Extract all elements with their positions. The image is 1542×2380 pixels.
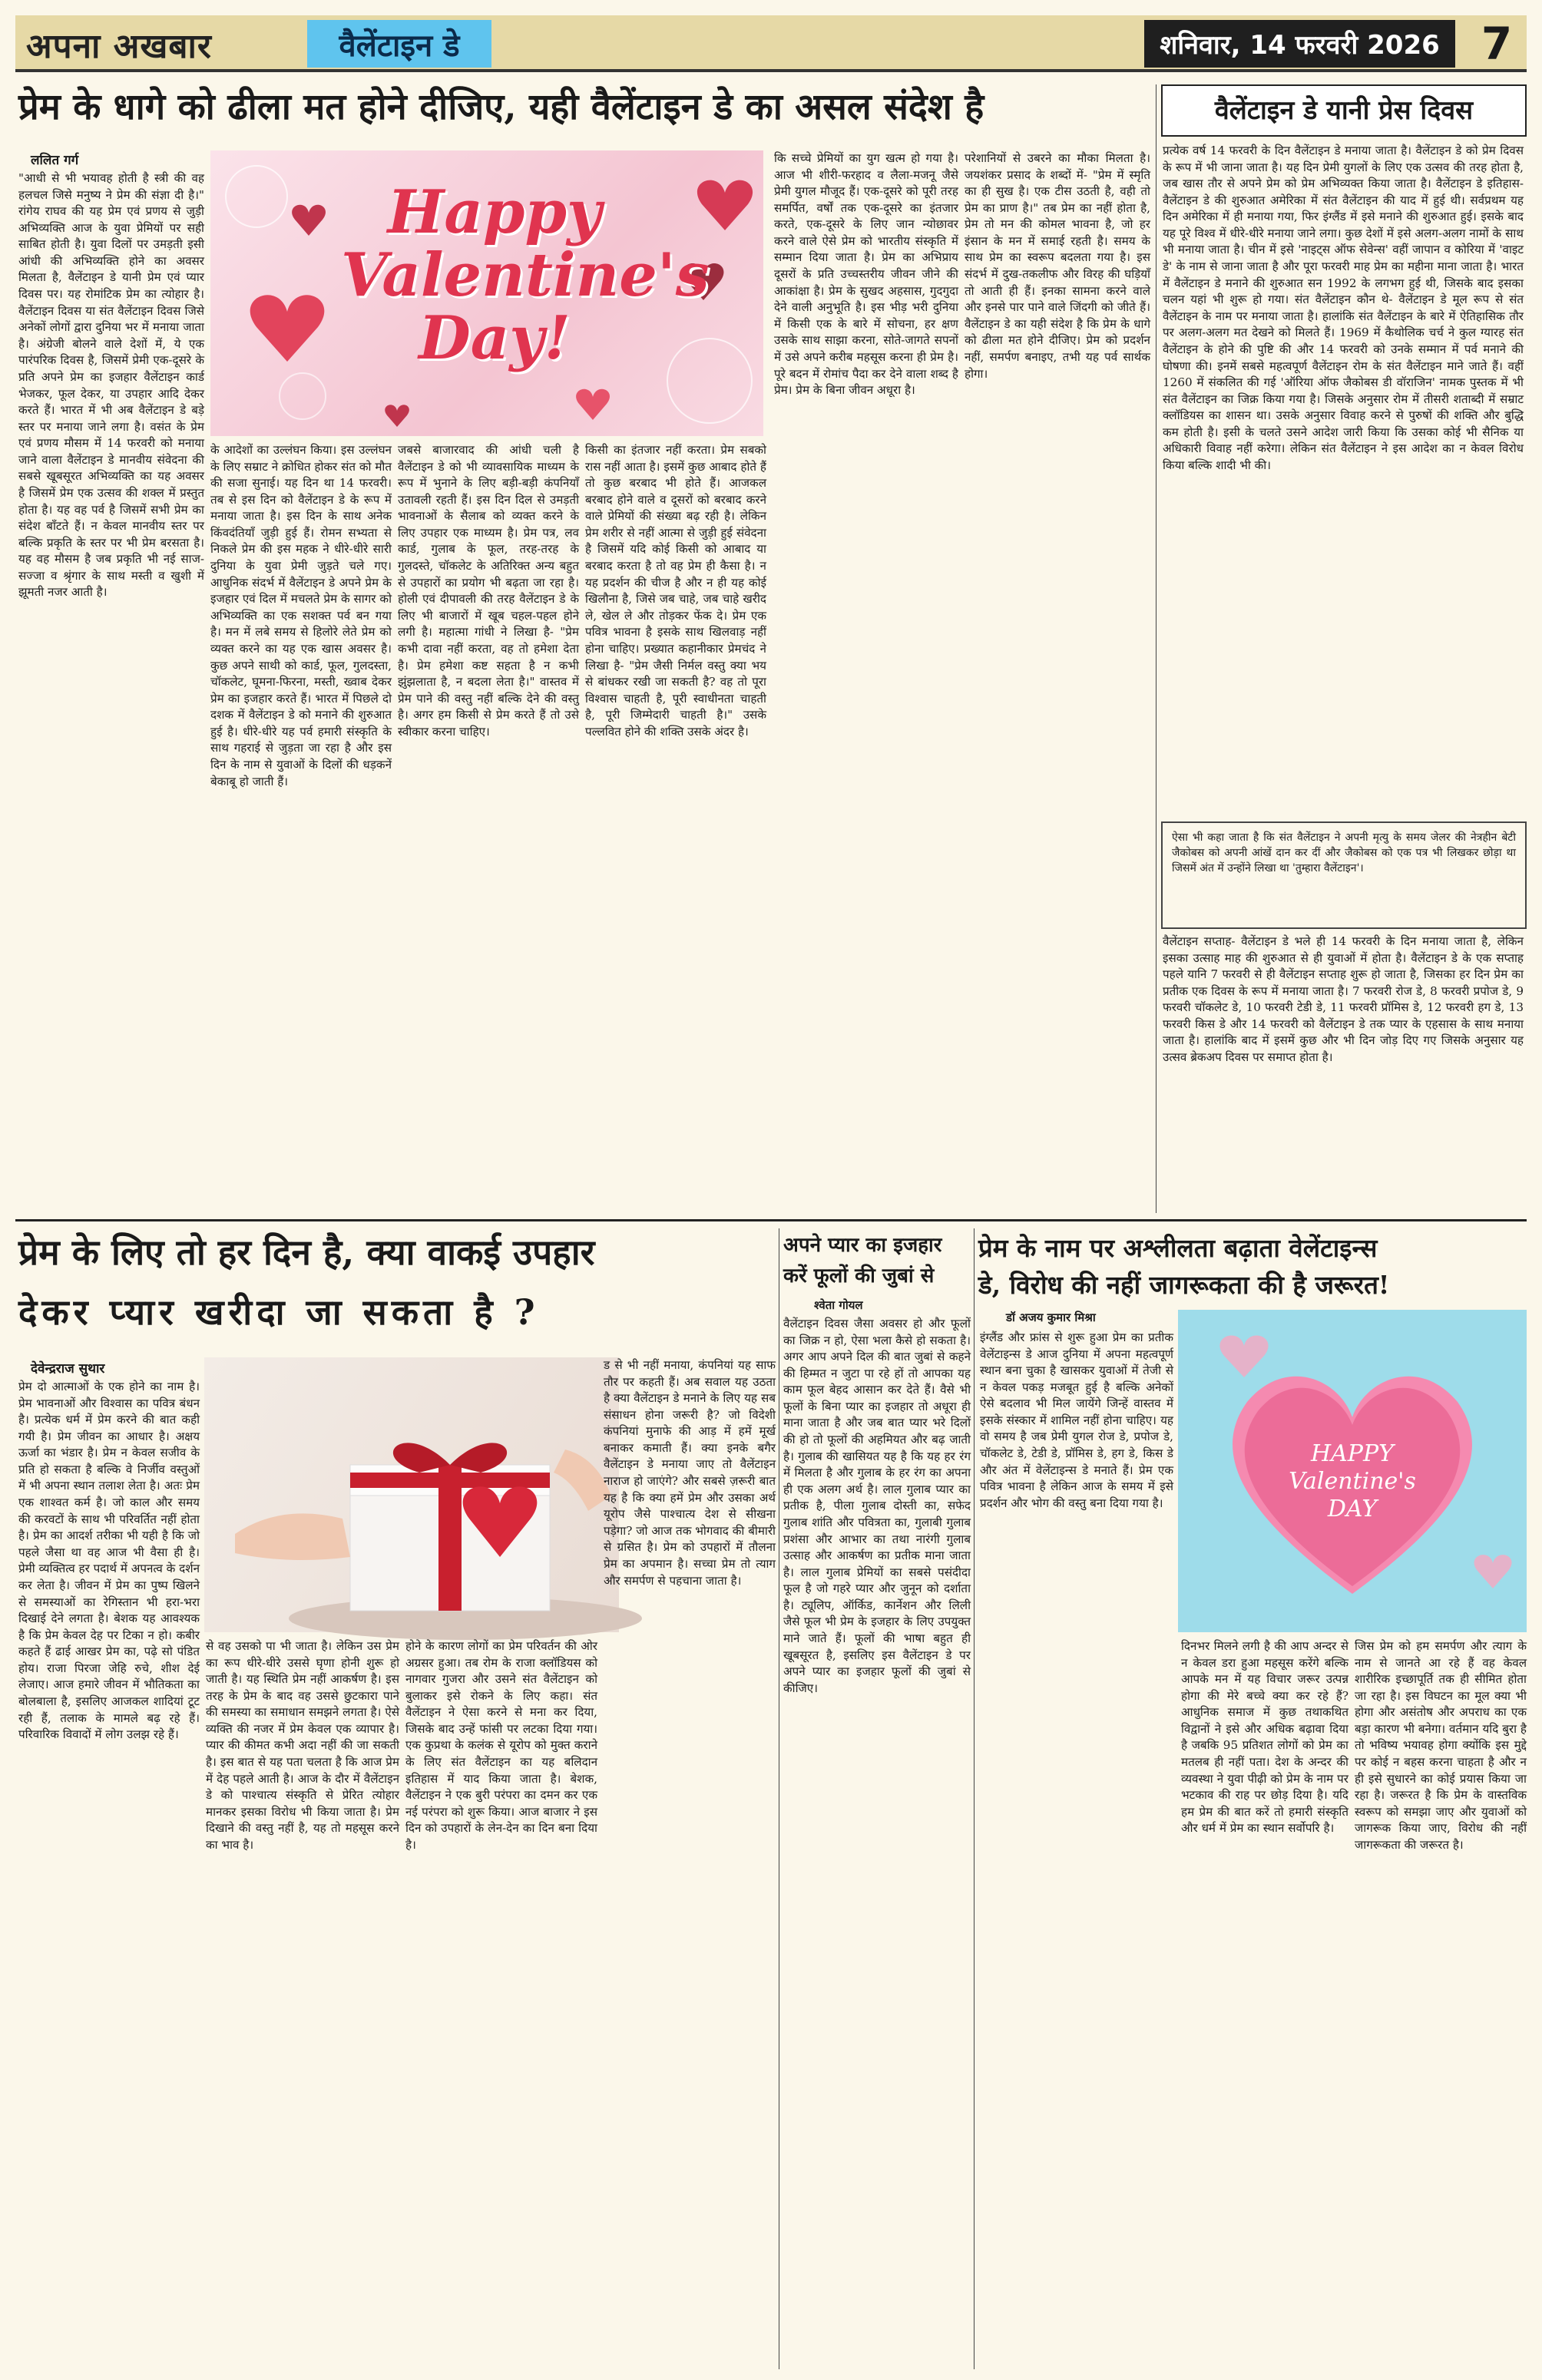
sidebar-text-2: वैलेंटाइन सप्ताह- वैलेंटाइन डे भले ही 14 फरवरी के दिन मनाया जाता है, लेकिन इसका उत्साह माह की शुरुआत से ही युवाओं में होता है। वैलेंटाइन डे के एक सप्ताह पहले यानि 7 फरवरी से ही वैलेंटाइन सप्ताह शुरू हो जाता है, जिसका हर दिन प्रेम का प्रतीक एक दिवस के रूप में मनाया जाता है। 7 फरवरी रोज डे, 8 फरवरी प्रपोज डे, 9 फरवरी चॉकलेट डे, 10 फरवरी टेडी डे, 11 फरवरी प्रॉमिस डे, 12 फरवरी हग डे, 13 फरवरी किस डे और 14 फरवरी को वैलेंटाइन डे तक प्यार के एहसास के साथ मनाया जाता है। हालांकि बाद में इसमें कुछ और भी दिन जोड़ दिए गए जिसके अनुसार यह उत्सव ब्रेकअप दिवस पर समाप्त होता है। — [1163, 934, 1524, 1065]
section-divider — [15, 1219, 1527, 1221]
image-greeting: Happy Valentine's Day! — [341, 177, 710, 373]
story2-col1: प्रेम दो आत्माओं के एक होने का नाम है। प्रेम भावनाओं और विश्वास का पवित्र बंधन है। प्रत्येक धर्म में प्रेम करने की बात कही गयी है। प्रेम जीवन का आधार है। अक्षय ऊर्जा का भंडार है। प्रेम न केवल सजीव के प्रति हो सकता है बल्कि वे निर्जीव वस्तुओं में भी अपना स्थान तलाश लेता है। अतः प्रेम एक शाश्वत कर्म है। जो काल और समय की करवटों के साथ भी परिवर्तित नहीं होता है। प्रेम का आदर्श तरीका भी यही है कि जो पहले जैसा था वह आज भी वैसा ही है। प्रेमी व्यक्तित्व हर पदार्थ में अपनत्व के दर्शन कर लेता है। जीवन में प्रेम का पुष्प खिलने से समस्याओं का रेगिस्तान भी हरा-भरा दिखाई देने लगता है। बेशक यह आवश्यक है कि प्रेम केवल देह पर टिका न हो। कबीर कहते हैं ढाई आखर प्रेम का, पढ़े सो पंडित होय। राजा पिरजा जेहि रुचे, शीश देई लेजाए। आज हमारे जीवन में भौतिकता का बोलबाला है, इसलिए आजकल शादियां टूट रही हैं, तलाक के मामले बढ़ रहे हैं। परिवारिक विवादों में लोग उलझ रहे हैं। — [18, 1380, 200, 1742]
story1-col3: जबसे बाजारवाद की आंधी चली है वैलेंटाइन डे को भी व्यावसायिक माध्यम के रूप में भुनाने के लिए बड़ी-बड़ी कंपनियाँ उतावली रहती हैं। इस दिन दिल से उमड़ती भावनाओं के सैलाब को व्यक्त करने के लिए उपहार एक माध्यम है। प्रेम पत्र, लव कार्ड, गुलाब के फूल, तरह-तरह के गुलदस्ते, चॉकलेट के अतिरिक्त अन्य बहुत से उपहारों का प्रयोग भी बढ़ता जा रहा है। होली एवं दीपावली की तरह वैलेंटाइन डे के लिए भी बाजारों में खूब चहल-पहल होने लगी है। महात्मा गांधी ने लिखा है- "प्रेम कभी दावा नहीं करता, वह तो हमेशा देता है। प्रेम हमेशा कष्ट सहता है न कभी झुंझलाता है, न बदला लेता है।" वास्तव में प्रेम पाने की वस्तु नहीं बल्कि देने की वस्तु है। अगर हम किसी से प्रेम करते हैं तो उसे स्वीकार करना चाहिए। — [398, 443, 579, 739]
column-rule — [974, 1228, 975, 2369]
story1-col2: के आदेशों का उल्लंघन किया। इस उल्लंघन के लिए सम्राट ने क्रोधित होकर संत को मौत की सजा सुनाई। यह दिन था 14 फरवरी। तब से इस दिन को वैलेंटाइन डे के रूप में मनाया जाता है। इस दिन के साथ अनेक किंवदंतियाँ जुड़ी हुई हैं। रोमन सभ्यता से निकले प्रेम की इस महक ने धीरे-धीरे सारी दुनिया के युवा प्रेमी जुड़ते चले गए। आधुनिक संदर्भ में वैलेंटाइन डे अपने प्रेम के इजहार एवं दिल में मचलते प्रेम के सागर को अभिव्यक्ति का एक सशक्त पर्व बन गया है। मन में लबे समय से हिलोरे लेते प्रेम को व्यक्त करने का यह एक खास अवसर है। कुछ अपने साथी को कार्ड, फूल, गुलदस्ता, चॉकलेट, घूमना-फिरना, मस्ती, ख्वाब देकर प्रेम का इजहार करते हैं। भारत में पिछले दो दशक में वैलेंटाइन डे को मनाने की शुरुआत हुई है। धीरे-धीरे यह पर्व हमारी संस्कृति के साथ गहराई से जुड़ता जा रहा है और इस दिन के नाम से युवाओं के दिलों की धड़कनें बेकाबू हो जाती हैं। — [210, 443, 392, 788]
story3-byline: श्वेता गोयल — [814, 1298, 863, 1312]
story2-col3: होने के कारण लोगों का प्रेम परिवर्तन की ओर अग्रसर हुआ। तब रोम के राजा क्लॉडियस को नागवार गुजरा और उसने संत वैलेंटाइन को बुलाकर इसे रोकने के लिए कहा। संत वैलेंटाइन ने ऐसा करने से मना कर दिया, जिसके बाद उन्हें फांसी पर लटका दिया गया। एक कुप्रथा के कलंक से यूरोप को मुक्त कराने के लिए संत वैलेंटाइन का यह बलिदान इतिहास में याद किया जाता है। बेशक, वैलेंटाइन ने एक बुरी परंपरा का दमन कर एक नई परंपरा को शुरू किया। आज बाजार ने इस दिन को उपहारों के लेन-देन का दिन बना दिया है। — [405, 1639, 597, 1852]
image-greeting-2: HAPPY Valentine's DAY — [1289, 1440, 1416, 1522]
story2-gift-image — [204, 1357, 619, 1632]
story2-byline: देवेन्द्रराज सुथार — [31, 1361, 105, 1377]
story4-image — [1178, 1310, 1527, 1632]
story1-col6: परेशानियों से उबरने का मौका मिलता है। जयशंकर प्रसाद के शब्दों में- "प्रेम में स्मृति का ही सुख है। एक टीस उठती है, वही तो प्रेम का प्राण है।" तब प्रेम का नहीं होता है, प्रेम तो मन की कोमल भावना है, जो हर इंसान के मन में समाई रहती है। समय के साथ प्रेम का स्वरूप बदलता गया है। इस संदर्भ में दुख-तकलीफ और विरह की घड़ियाँ तो आती ही हैं। इनका सामना करने वाले और इनसे पार पाने वाले जिंदगी को जीते हैं। वैलेंटाइन डे का यही संदेश है कि प्रेम के धागे को ढीला मत होने दीजिए। प्रेम को प्रदर्शन नहीं, समर्पण बनाइए, तभी यह पर्व सार्थक होगा। — [965, 151, 1150, 381]
story3-headline-line1: अपने प्यार का इजहार — [783, 1234, 942, 1257]
page-number: 7 — [1481, 18, 1513, 70]
sidebar-headline: वैलेंटाइन डे यानी प्रेस दिवस — [1161, 84, 1527, 137]
paper-name: अपना अखबार — [26, 27, 212, 66]
story2-headline-line1: प्रेम के लिए तो हर दिन है, क्या वाकई उपहार — [18, 1231, 595, 1273]
story1-headline: प्रेम के धागे को ढीला मत होने दीजिए, यही वैलेंटाइन डे का असल संदेश है — [18, 86, 984, 128]
story4-col2: दिनभर मिलने लगी है की आप अन्दर से न केवल डरा हुआ महसूस करेंगे बल्कि आपके मन में यह विचार जरूर उत्पन्न होगा की मेरे बच्चे क्या कर रहे हैं? आधुनिक समाज में कुछ तथाकथित विद्वानों ने इसे और अधिक बढ़ावा दिया है जबकि 95 प्रतिशत लोगों को प्रेम का मतलब ही नहीं पता। देश के अन्दर की व्यवस्था ने युवा पीढ़ी को प्रेम के नाम पर भटकाव की राह पर छोड़ दिया है। यदि हम प्रेम की बात करें तो हमारी संस्कृति और धर्म में प्रेम का स्थान सर्वोपरि है। — [1181, 1639, 1348, 1836]
story1-byline: ललित गर्ग — [31, 153, 79, 168]
story2-col4: ड से भी नहीं मनाया, कंपनियां यह साफ तौर पर कहती हैं। अब सवाल यह उठता है क्या वैलेंटाइन डे मनाने के लिए यह सब संसाधन होना जरूरी है? जो विदेशी कंपनियां मुनाफे की आड़ में हमें मूर्ख बनाकर कमाती हैं। क्या इनके बगैर वैलेंटाइन डे मनाया जाए तो वैलेंटाइन नाराज हो जाएंगे? और सबसे ज़रूरी बात यह है कि क्या हमें प्रेम और उसका अर्थ यूरोप जैसे पाश्चात्य देश से सीखना पड़ेगा? जो आज तक भोगवाद की बीमारी से ग्रसित है। प्रेम को उपहारों में तौलना प्रेम का अपमान है। सच्चा प्रेम तो त्याग और समर्पण से पहचाना जाता है। — [604, 1358, 776, 1588]
story1-col1: "आधी से भी भयावह होती है स्त्री की वह हलचल जिसे मनुष्य ने प्रेम की संज्ञा दी है।" रांगेय राघव की यह प्रेम एवं प्रणय से जुड़ी अभिव्यक्ति आज के युवा प्रेमियों पर सही साबित होती है। युवा दिलों पर उमड़ती इसी आंधी की अभिव्यक्ति होने का अवसर मिलता है, वैलेंटाइन डे यानी प्रेम एवं प्यार दिवस पर। यह रोमांटिक प्रेम का त्योहार है। वैलेंटाइन दिवस या संत वैलेंटाइन दिवस जिसे अनेकों लोगों द्वारा दुनिया भर में मनाया जाता है। अंग्रेजी बोलने वाले देशों में, ये एक पारंपरिक दिवस है, जिसमें प्रेमी एक-दूसरे के प्रति अपने प्रेम का इजहार वैलेंटाइन कार्ड भेजकर, फूल देकर, या उपहार आदि देकर करते हैं। भारत में भी अब वैलेंटाइन डे बड़े स्तर पर मनाया जाने लगा है। वसंत के प्रेम एवं प्रणय मौसम में 14 फरवरी को मनाया जाने वाला वैलेंटाइन डे मानवीय संवेदना की सबसे खूबसूरत अभिव्यक्ति का यह अवसर है जिसमें प्रेम एक उत्सव की शक्ल में प्रस्तुत होता है। यह वह पर्व है जिसमें सभी प्रेम का संदेश बाँटते हैं। न केवल मानवीय स्तर पर बल्कि प्रकृति के स्तर पर भी प्रेम बरसता है। यह वह मौसम है जब प्रकृति भी नई साज-सज्जा व श्रृंगार के साथ मस्ती व खुशी में झूमती नजर आती है। — [18, 171, 204, 600]
story1-col4: किसी का इंतजार नहीं करता। प्रेम सबको रास नहीं आता है। इसमें कुछ आबाद होते हैं तो कुछ बरबाद भी होते हैं। आजकल बरबाद होने वाले व दूसरों को बरबाद करने वाले प्रेमियों की संख्या बढ़ रही है। लेकिन प्रेम शरीर से नहीं आत्मा से जुड़ी हुई संवेदना है जिसमें यदि कोई किसी को आबाद या बरबाद करता है तो वह प्रेम ही कैसा है। न यह प्रदर्शन की चीज है और न ही यह कोई खिलौना है, जिसे जब चाहे, जब चाहे खरीद ले, खेल ले और तोड़कर फेंक दे। प्रेम एक पवित्र भावना है इसके साथ खिलवाड़ नहीं होना चाहिए। प्रख्यात कहानीकार प्रेमचंद ने लिखा है- "प्रेम जैसी निर्मल वस्तु क्या भय से बांधकर रखी जा सकती है? वह तो पूरा विश्वास चाहती है, पूरी स्वाधीनता चाहती है, पूरी जिम्मेदारी चाहती है।" उसके पल्लवित होने की शक्ति उसके अंदर है। — [585, 443, 766, 739]
story2-headline-line2: देकर प्यार खरीदा जा सकता है ? — [18, 1291, 540, 1333]
story3-text: वैलेंटाइन दिवस जैसा अवसर हो और फूलों का जिक्र न हो, ऐसा भला कैसे हो सकता है। अगर आप अपने दिल की बात जुबां से कहने की हिम्मत न जुटा पा रहे हों तो आपका यह काम फूल बेहद आसान कर देते हैं। वैसे भी फूलों के बिना प्यार का इजहार तो अधूरा ही माना जाता है और जब बात प्यार भरे दिलों की हो तो फूलों की अहमियत और बढ़ जाती है। गुलाब की खासियत यह है कि यह हर रंग में मिलता है और गुलाब के हर रंग का अपना ही एक अलग अर्थ है। लाल गुलाब प्यार का प्रतीक है, पीला गुलाब दोस्ती का, सफेद गुलाब शांति और पवित्रता का, गुलाबी गुलाब प्रशंसा और आभार का तथा नारंगी गुलाब उत्साह और आकर्षण का प्रतीक माना जाता है। लाल गुलाब प्रेमियों का सबसे पसंदीदा फूल है जो गहरे प्यार और जुनून को दर्शाता है। ट्यूलिप, ऑर्किड, कार्नेशन और लिली जैसे फूल भी प्रेम के इजहार के लिए उपयुक्त माने जाते हैं। फूलों की भाषा बहुत ही खूबसूरत है, इसलिए इस वैलेंटाइन डे पर अपने प्यार का इजहार फूलों की जुबां से कीजिए। — [783, 1317, 971, 1695]
story1-col5: कि सच्चे प्रेमियों का युग खत्म हो गया है। आज भी शीरी-फरहाद व लैला-मजनू जैसे प्रेमी युगल मौजूद हैं। एक-दूसरे को पूरी तरह समर्पित, वर्षों तक एक-दूसरे का इंतजार करते, एक-दूसरे के लिए जान न्योछावर करने वाले ऐसे प्रेम को भारतीय संस्कृति में सम्मान दिया जाता है। प्रेम का अभिप्राय दूसरों के प्रति उच्चस्तरीय जीवन जीने की आकांक्षा है। प्रेम के सुखद अहसास, गुदगुदा देने वाली अनुभूति है। इस भीड़ भरी दुनिया में किसी एक के बारे में सोचना, हर क्षण उसके साथ साझा करना, सोते-जागते सपनों में उसे अपने करीब महसूस करना ही प्रेम है। पूरे बदन में रोमांच पैदा कर देने वाला शब्द है प्रेम। प्रेम के बिना जीवन अधूरा है। — [774, 151, 958, 398]
story4-headline-line1: प्रेम के नाम पर अश्लीलता बढ़ाता वेलेंटाइन्स — [978, 1233, 1378, 1263]
sidebar-text: प्रत्येक वर्ष 14 फरवरी के दिन वैलेंटाइन डे मनाया जाता है। वैलेंटाइन डे को प्रेम दिवस के रूप में भी जाना जाता है। यह दिन प्रेमी युगलों के लिए एक उत्सव की तरह होता है, जब खास तौर से अपने प्रेम को प्रेम अभिव्यक्त किया जाता है। वैलेंटाइन डे इतिहास- वैलेंटाइन डे की शुरुआत अमेरिका में संत वैलेंटाइन की याद में हुई थी। सर्वप्रथम यह दिन अमेरिका में ही मनाया गया, फिर इंग्लैंड में इसे मनाने की शुरुआत हुई। इसके बाद यह पूरे विश्व में धीरे-धीरे मनाया जाने लगा। कुछ देशों में इसे अलग-अलग नामों के साथ भी मनाया जाता है। चीन में इसे 'नाइट्स ऑफ सेवेन्स' वहीं जापान व कोरिया में 'वाइट डे' के नाम से जाना जाता है और पूरा फरवरी माह प्रेम का महीना माना जाता है। भारत में वैलेंटाइन डे मनाने की शुरुआत सन 1992 के लगभग हुई थी, जिसके बाद इसका चलन यहां भी शुरू हो गया। संत वैलेंटाइन कौन थे- वैलेंटाइन डे मूल रूप से संत वैलेंटाइन के नाम पर मनाया जाता है। हालांकि संत वैलेंटाइन के बारे में ऐतिहासिक तौर पर अलग-अलग मत देखने को मिलते हैं। 1969 में कैथोलिक चर्च ने कुल ग्यारह संत वैलेंटाइन के होने की पुष्टि की और 14 फरवरी को उनके सम्मान में पर्व मनाने की घोषणा की। इनमें सबसे महत्वपूर्ण वैलेंटाइन रोम के संत वैलेंटाइन माने जाते हैं। वहीं 1260 में संकलित की गई 'ऑरिया ऑफ जैकोबस डी वॉराजिन' नामक पुस्तक में भी संत वैलेंटाइन का जिक्र किया गया है। जिसके अनुसार रोम में तीसरी शताब्दी में सम्राट क्लॉडियस का शासन था। उसके अनुसार विवाह करने से पुरुषों की शक्ति और बुद्धि कम होती है। इसी के चलते उसने आदेश जारी किया कि उसका कोई भी सैनिक या अधिकारी विवाह नहीं करेगा। लेकिन संत वैलेंटाइन ने इस आदेश का न केवल विरोध किया बल्कि शादी भी की। — [1163, 144, 1524, 472]
story4-image-caption — [1276, 1440, 1429, 1523]
story1-image — [210, 150, 763, 436]
sidebar-callout — [1161, 821, 1527, 929]
story1-image-caption — [341, 177, 710, 373]
story3-headline-line2: करें फूलों की जुबां से — [783, 1264, 935, 1288]
issue-date: शनिवार, 14 फरवरी 2026 — [1144, 20, 1455, 68]
story4-col3: जिस प्रेम को हम समर्पण और त्याग के नाम से जानते आ रहे हैं वह केवल शारीरिक इच्छापूर्ति तक ही सीमित होता जा रहा है। इस विघटन का मूल क्या भी होगा और असंतोष और अपराध का एक बड़ा कारण भी बनेगा। वर्तमान यदि बुरा है तो भविष्य भयावह होगा क्योंकि इस मुद्दे पर कोई न बहस करना चाहता है और न ही इसे सुधारने का कोई प्रयास किया जा रहा है। जरूरत है कि प्रेम के वास्तविक स्वरूप को समझा जाए और युवाओं को जागरूक किया जाए, विरोध की नहीं जागरूकता की जरूरत है। — [1355, 1639, 1527, 1852]
masthead — [15, 15, 1527, 72]
gift-box-illustration — [204, 1357, 619, 1632]
story4-headline-line2: डे, विरोध की नहीं जागरूकता की है जरूरत! — [978, 1270, 1390, 1300]
story2-col2: से वह उसको पा भी जाता है। लेकिन उस प्रेम का रूप धीरे-धीरे उससे घृणा होनी शुरू हो जाती है। यह स्थिति प्रेम नहीं आकर्षण है। इस तरह के प्रेम के बाद वह उससे छुटकारा पाने की समस्या का समाधान समझने लगता है। ऐसे व्यक्ति की नजर में प्रेम केवल एक व्यापार है। प्यार की कीमत कभी अदा नहीं की जा सकती है। इस बात से यह पता चलता है कि आज प्रेम में देह पहले आती है। आज के दौर में वैलेंटाइन डे को पाश्चात्य संस्कृति से प्रेरित त्योहार मानकर इसका विरोध भी किया जाता है। प्रेम दिखाने की वस्तु नहीं है, यह तो महसूस करने का भाव है। — [206, 1639, 399, 1852]
section-tag: वैलेंटाइन डे — [307, 20, 491, 68]
sidebar-callout-text: ऐसा भी कहा जाता है कि संत वैलेंटाइन ने अपनी मृत्यु के समय जेलर की नेत्रहीन बेटी जैकोबस को अपनी आंखें दान कर दीं और जैकोबस को एक पत्र भी लिखकर छोड़ा था जिसमें अंत में उन्होंने लिखा था 'तुम्हारा वैलेंटाइन'। — [1172, 831, 1516, 874]
story4-byline: डॉ अजय कुमार मिश्रा — [1006, 1311, 1096, 1324]
story4-col1: इंग्लैंड और फ्रांस से शुरू हुआ प्रेम का प्रतीक वेलेंटाइन्स डे आज दुनिया में अपना महत्वपूर्ण स्थान बना चुका है खासकर युवाओं में तेजी से न केवल पकड़ मजबूत हुई है बल्कि अनेकों ऐसे बदलाव भी मिल जायेंगे जिन्हें वास्तव में इसके संस्कार में शामिल नहीं होना चाहिए। यह वो समय है जब प्रेमी युगल रोज डे, प्रपोज डे, चॉकलेट डे, टेडी डे, प्रॉमिस डे, हग डे, किस डे और अंत में वेलेंटाइन्स डे मनाते हैं। प्रेम एक पवित्र भावना है लेकिन आज के समय में इसे प्रदर्शन और भोग की वस्तु बना दिया गया है। — [980, 1330, 1173, 1510]
